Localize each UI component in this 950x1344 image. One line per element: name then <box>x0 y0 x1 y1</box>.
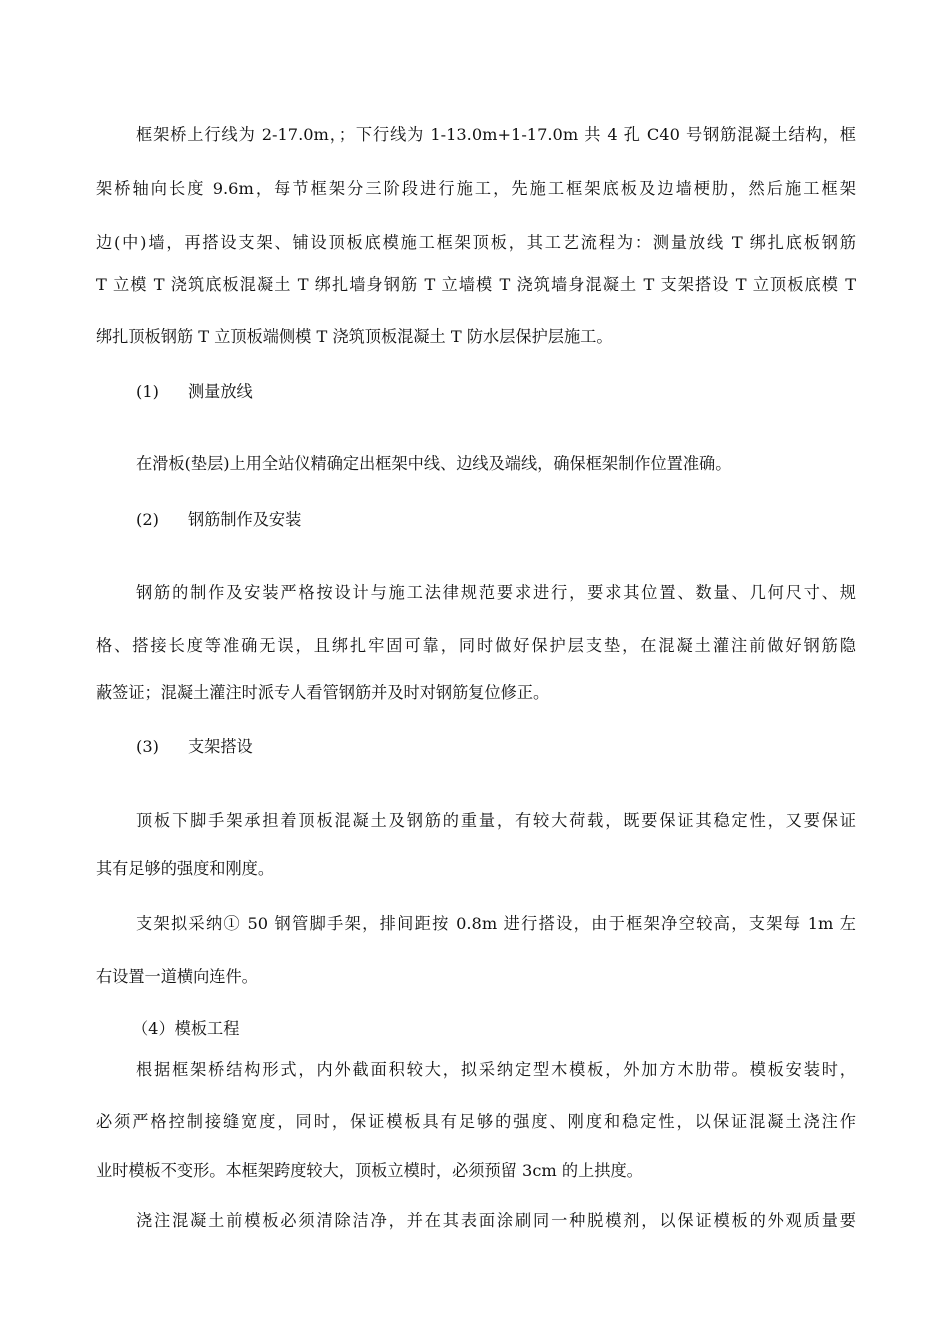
paragraph-3-line-3: 蔽签证；混凝土灌注时派专人看管钢筋并及时对钢筋复位修正。 <box>96 683 550 702</box>
section-title: 测量放线 <box>188 382 253 401</box>
paragraph-2-line-1: 在滑板(垫层)上用全站仪精确定出框架中线、边线及端线，确保框架制作位置准确。 <box>136 454 732 473</box>
paragraph-4-line-1: 顶板下脚手架承担着顶板混凝土及钢筋的重量，有较大荷载，既要保证其稳定性，又要保证 <box>136 811 856 830</box>
paragraph-7-line-1: 浇注混凝土前模板必须清除洁净，并在其表面涂刷同一种脱模剂，以保证模板的外观质量要 <box>136 1211 856 1230</box>
paragraph-1-line-2: 架桥轴向长度 9.6m，每节框架分三阶段进行施工，先施工框架底板及边墙梗肋，然后施工框架 <box>96 179 856 198</box>
section-number: (2) <box>136 510 159 529</box>
section-heading-3 <box>136 735 896 759</box>
paragraph-5-line-1: 支架拟采纳① 50 钢管脚手架，排间距按 0.8m 进行搭设，由于框架净空较高，支架每 1m 左 <box>136 914 856 933</box>
section-title: 钢筋制作及安装 <box>188 510 302 529</box>
paragraph-1-line-1: 框架桥上行线为 2-17.0m，；下行线为 1-13.0m+1-17.0m 共 4 孔 C40 号钢筋混凝土结构，框 <box>136 125 856 144</box>
paragraph-3-line-1: 钢筋的制作及安装严格按设计与施工法律规范要求进行，要求其位置、数量、几何尺寸、规 <box>136 583 856 602</box>
section-number: (1) <box>136 382 159 401</box>
paragraph-6-line-3: 业时模板不变形。本框架跨度较大，顶板立模时，必须预留 3cm 的上拱度。 <box>96 1161 643 1180</box>
paragraph-1-line-5: 绑扎顶板钢筋 T 立顶板端侧模 T 浇筑顶板混凝土 T 防水层保护层施工。 <box>96 327 613 346</box>
paragraph-4-line-2: 其有足够的强度和刚度。 <box>96 859 275 878</box>
paragraph-1-line-4: T 立模 T 浇筑底板混凝土 T 绑扎墙身钢筋 T 立墙模 T 浇筑墙身混凝土 T 支架搭设 T 立顶板底模 T <box>96 275 856 294</box>
paragraph-3-line-2: 格、搭接长度等准确无误，且绑扎牢固可靠，同时做好保护层支垫，在混凝土灌注前做好钢筋隐 <box>96 636 856 655</box>
paragraph-6-line-2: 必须严格控制接缝宽度，同时，保证模板具有足够的强度、刚度和稳定性，以保证混凝土浇注作 <box>96 1112 856 1131</box>
section-heading-4: （4）模板工程 <box>132 1019 240 1038</box>
paragraph-6-line-1: 根据框架桥结构形式，内外截面积较大，拟采纳定型木模板，外加方木肋带。模板安装时， <box>136 1060 856 1079</box>
paragraph-1-line-3: 边(中)墙，再搭设支架、铺设顶板底模施工框架顶板，其工艺流程为：测量放线 T 绑扎底板钢筋 <box>96 233 856 252</box>
section-title: 支架搭设 <box>188 737 253 756</box>
section-number: (3) <box>136 737 159 756</box>
paragraph-5-line-2: 右设置一道横向连件。 <box>96 967 258 986</box>
section-heading-2 <box>136 508 896 532</box>
section-heading-1 <box>136 380 896 404</box>
